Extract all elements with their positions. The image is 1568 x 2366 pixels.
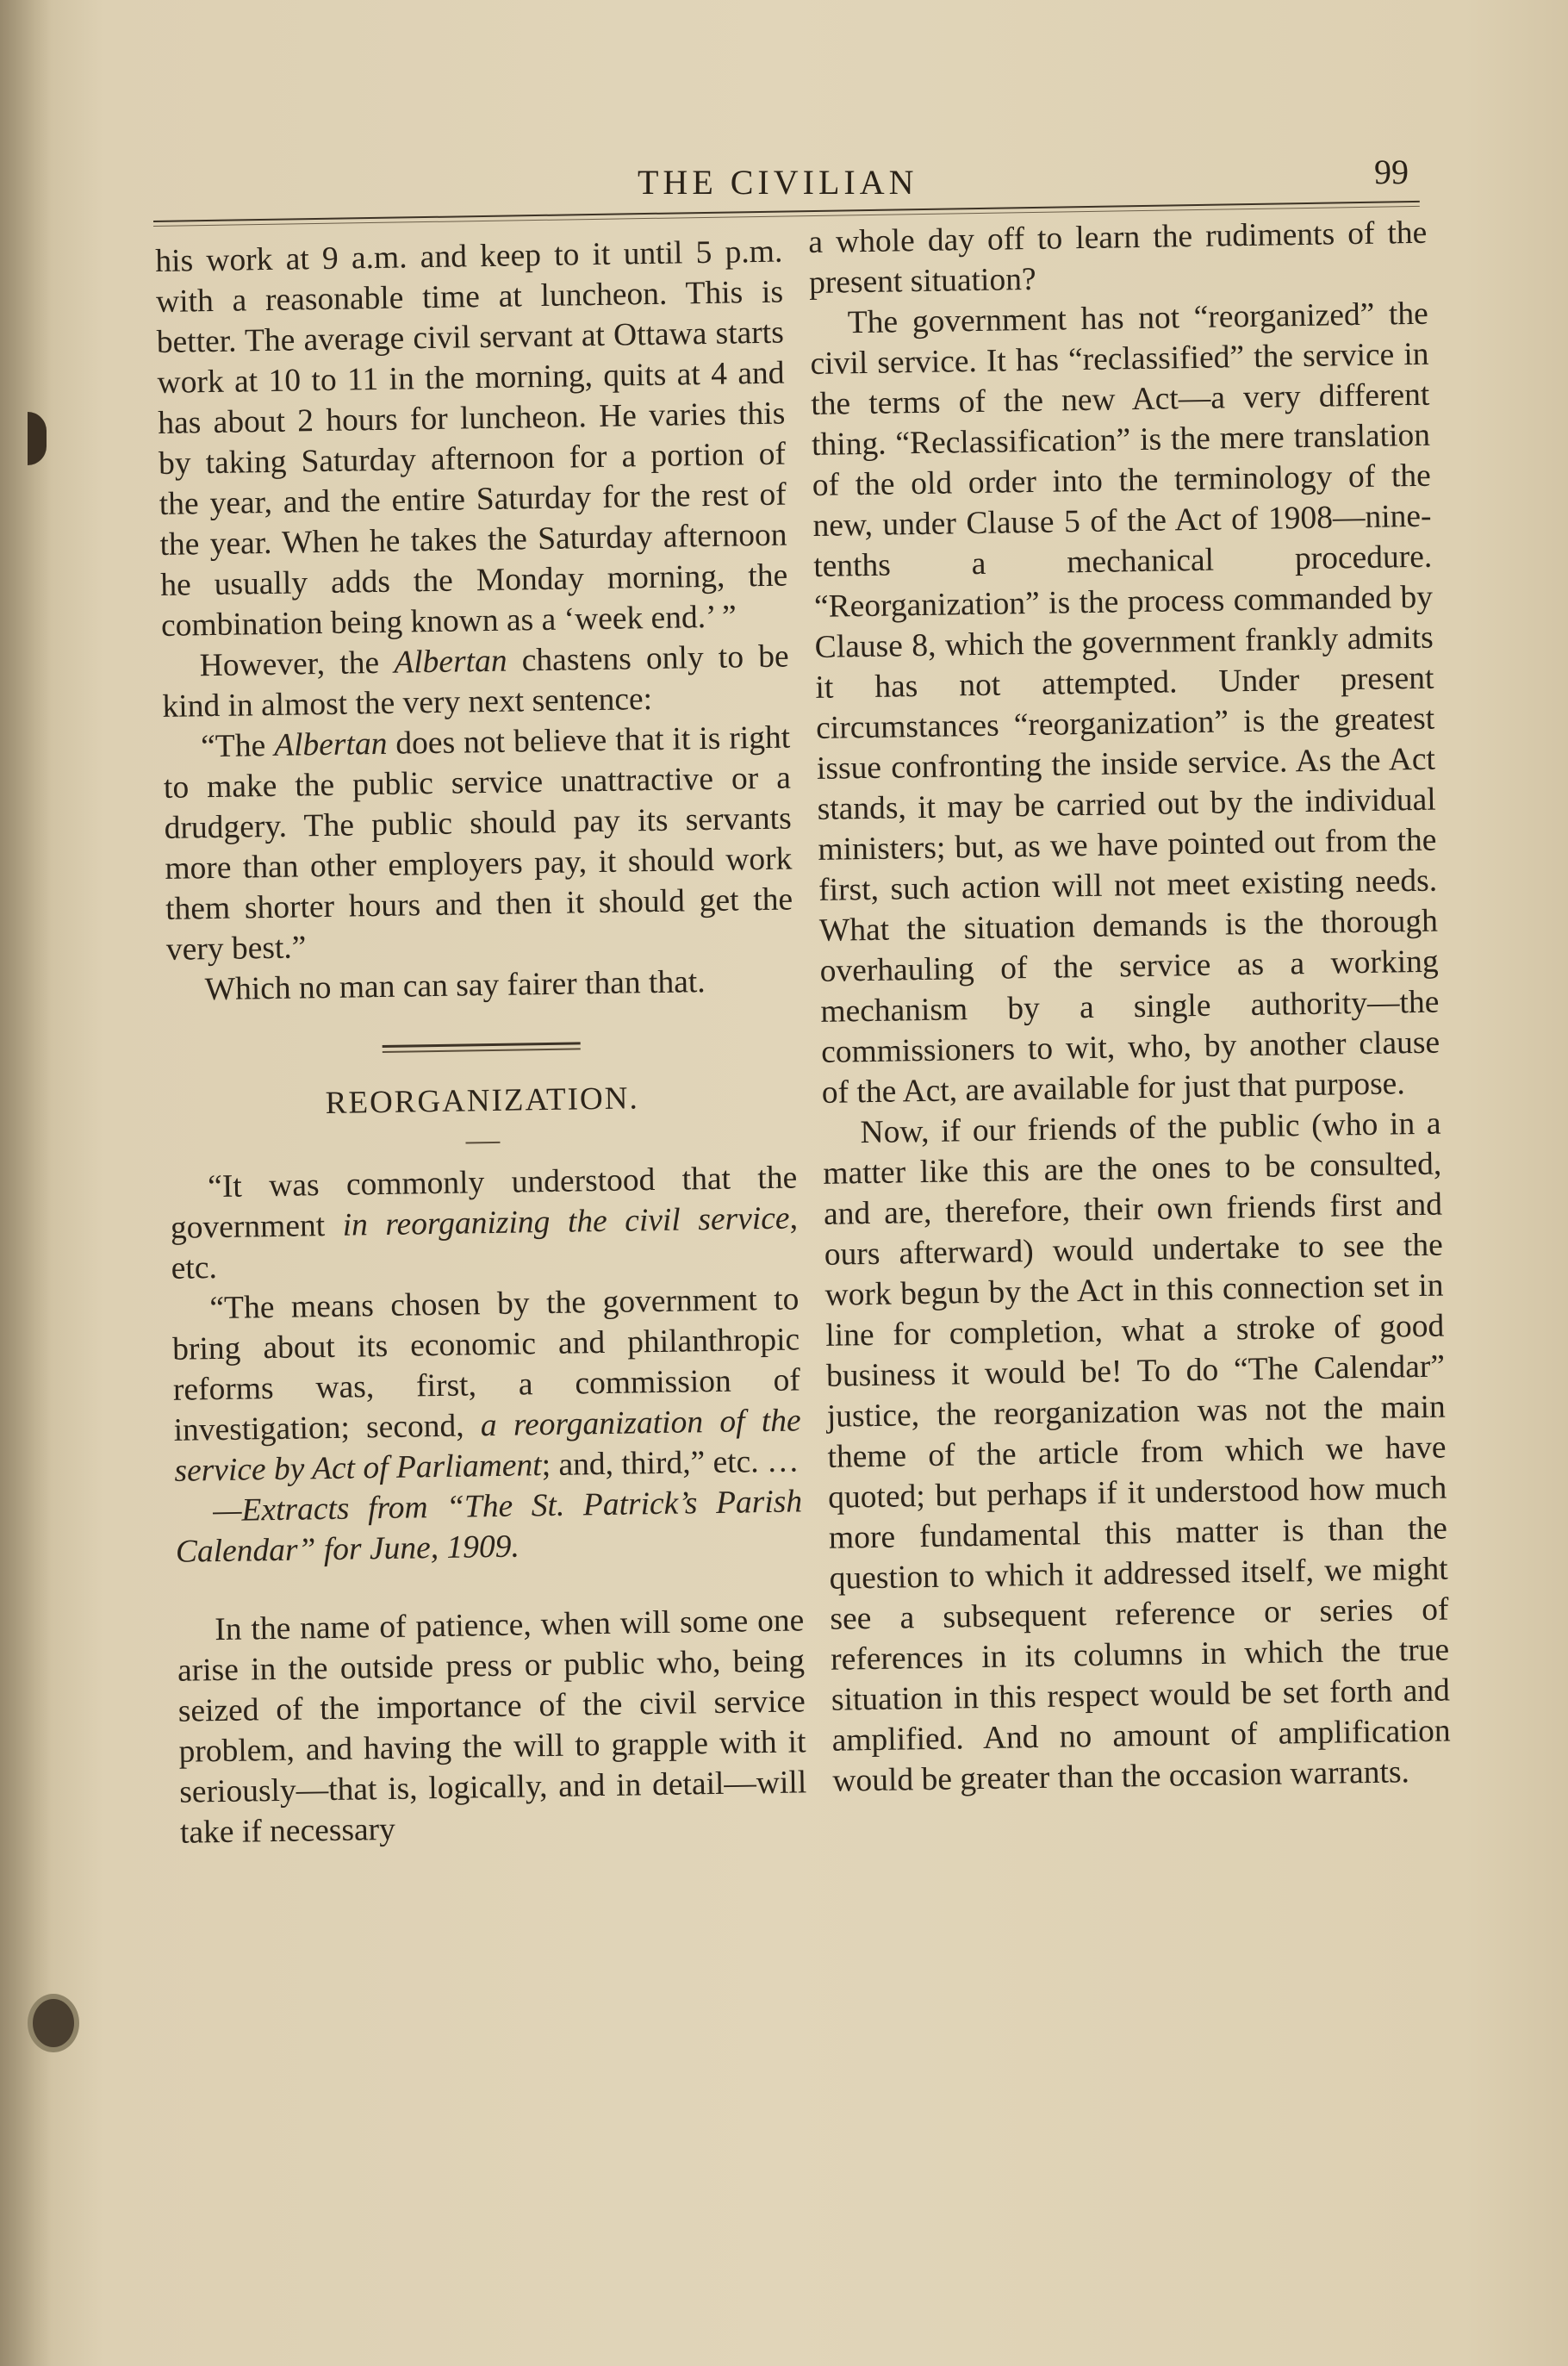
- editorial-paragraph: In the name of patience, when will some one arise in the outside press or public who, being seized of the importance of the civil service problem, and having the will to grapple with it seriously—that is, logically, and in detail—will take if necessary: [177, 1603, 807, 1851]
- reclassification-paragraph: The government has not “reorganized” the civil service. It has “reclassified” the service in the terms of the new Act—a very different thing. “Reclassification” is the mere translation of the old order into the terminology of the new, under Clause 5 of the Act of 1908—nine-tenths a mechanical procedure. “Reorganization” is the process commanded by Clause 8, which the government frankly admits it has not attempted. Under present circumstances “reorganization” is the greatest issue confronting the inside service. As the Act stands, it may be carried out by the individual ministers; but, as we have pointed out from the first, such action will not meet existing needs. What the situation demands is the thorough overhauling of the service as a working mechanism by a single authority—the commissioners to wit, who, by another clause of the Act, are available for just that purpose.: [810, 296, 1440, 1111]
- section-title: REORGANIZATION.: [325, 1080, 640, 1122]
- albertan-paragraph: However, the Albertan chastens only to be kind in almost the very next sentence:: [162, 638, 789, 725]
- closing-remark: Which no man can say fairer than that.: [204, 964, 706, 1008]
- section-divider: [383, 1042, 581, 1053]
- quoted-extract-2: “The means chosen by the government to bring about its economic and philanthropic reforms was, first, a commission of investigation; second, a reorganization of the service by Act of Parliament; and, third,” etc. …: [171, 1281, 801, 1489]
- quoted-extract-1: “It was commonly understood that the government in reorganizing the civil service, etc.: [170, 1160, 799, 1286]
- binding-hole-bottom: [33, 1999, 74, 2047]
- left-column: [155, 232, 807, 1853]
- right-column: [808, 213, 1452, 1802]
- albertan-title: Albertan: [273, 725, 388, 763]
- continued-paragraph: a whole day off to learn the rudiments of the present situation?: [808, 215, 1428, 301]
- title-underline: [465, 1142, 500, 1144]
- albertan-quote-paragraph: “The Albertan does not believe that it is right to make the public service unattractive or a drudgery. The public should pay its servants more than other employers pay, it should work them shorter hours and then it should get the very best.”: [163, 719, 793, 968]
- running-head: THE CIVILIAN: [638, 163, 918, 202]
- closing-paragraph: Now, if our friends of the public (who in a matter like this are the ones to be consulted, and are, therefore, their own friends first and ours afterward) would undertake to see the work begun by the Act in this connection set in line for completion, what a stroke of good business it would be! To do “The Calendar” justice, the reorganization was not the main theme of the article from which we have quoted; but perhaps if it understood how much more fundamental this matter is than the question to which it addressed itself, we might see a subsequent reference or series of references in its columns in which the true situation in this respect would be set forth and amplified. And no amount of amplification would be greater than the occasion warrants.: [823, 1105, 1451, 1799]
- extract-attribution: —Extracts from “The St. Patrick’s Parish Calendar” for June, 1909.: [175, 1484, 803, 1570]
- continued-quote-paragraph: his work at 9 a.m. and keep to it until 5 p.m. with a reasonable time at luncheon. This is better. The average civil servant at Ottawa starts work at 10 to 11 in the morning, quits at 4 and has about 2 hours for luncheon. He varies this by taking Saturday afternoon for a portion of the year, and the entire Saturday for the rest of the year. When he takes the Saturday afternoon he usually adds the Monday morning, the combination being known as a ‘week end.’ ”: [155, 233, 788, 644]
- albertan-title: Albertan: [393, 643, 507, 681]
- page-number: 99: [1374, 153, 1409, 191]
